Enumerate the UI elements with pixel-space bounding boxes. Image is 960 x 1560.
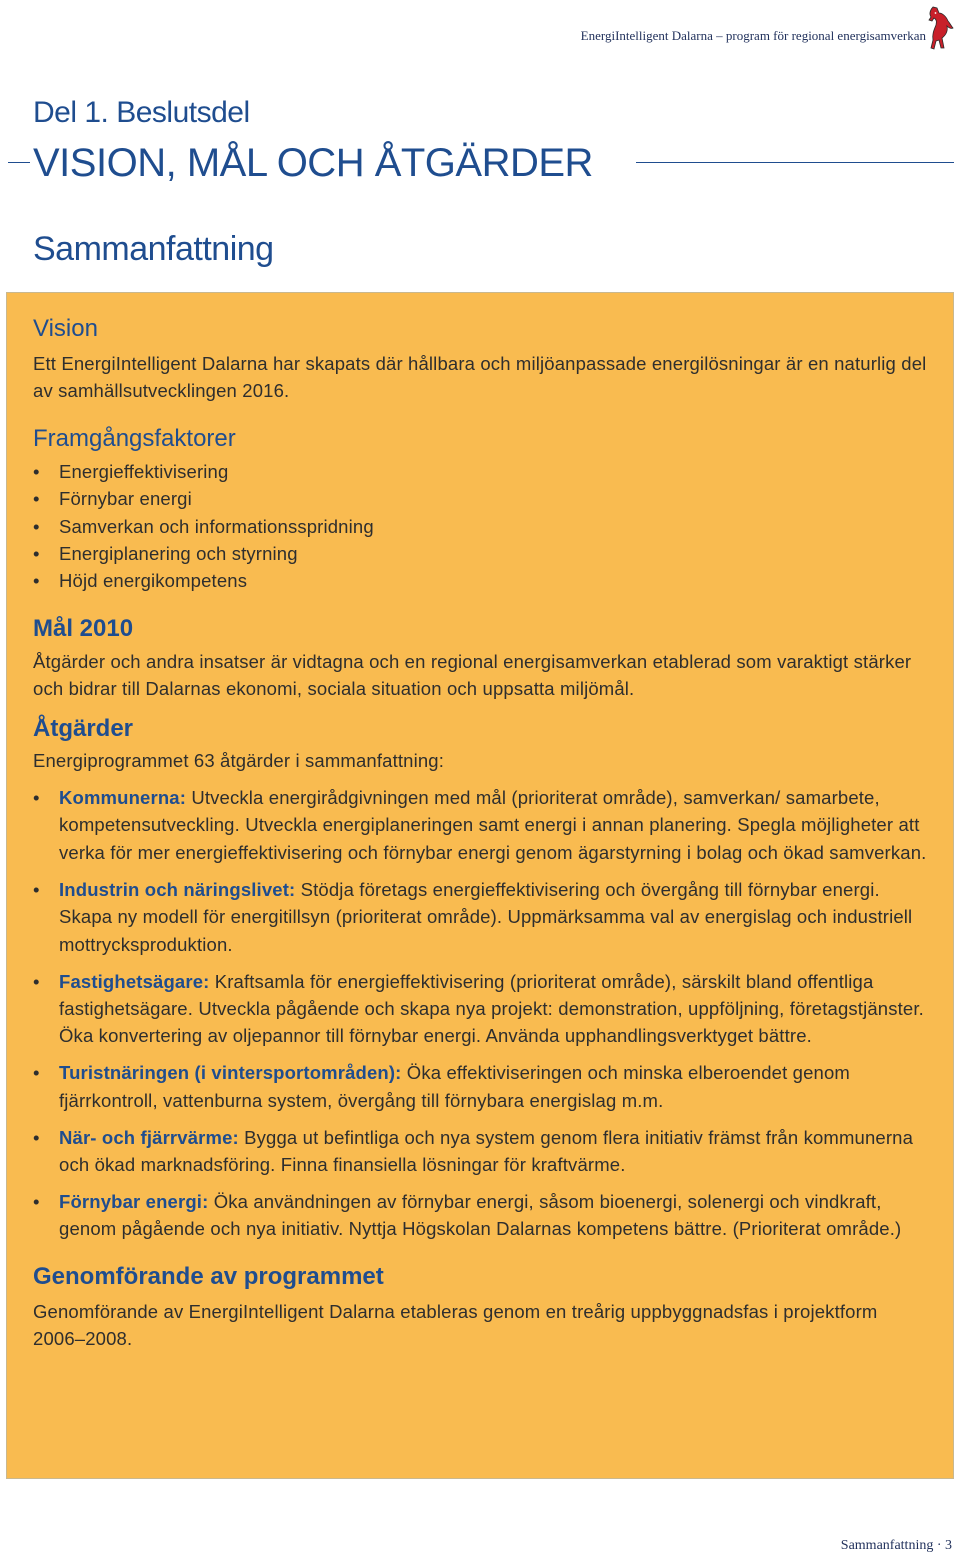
action-label: Kommunerna: bbox=[59, 787, 187, 809]
action-text: Öka effektiviseringen och minska elberoendet genom fjärrkontroll, vattenburna system, övergång till förnybara energislag m.m. bbox=[59, 1062, 850, 1111]
action-item-fjarrvarme bbox=[33, 1124, 927, 1179]
dalarna-horse-logo-icon bbox=[924, 4, 956, 52]
list-item: • Samverkan och informationsspridning bbox=[33, 513, 927, 540]
action-text: Stödja företags energieffektivisering och övergång till förnybar energi. Skapa ny modell för energitillsyn (prioriterat område). Uppmärksamma val av energislag och industriell mottrycksproduktion. bbox=[59, 878, 913, 955]
actions-list bbox=[33, 784, 927, 1243]
main-title: VISION, MÅL OCH ÅTGÄRDER bbox=[33, 141, 593, 185]
list-item: • Förnybar energi bbox=[33, 485, 927, 512]
action-label: Industrin och näringslivet: bbox=[59, 878, 296, 900]
action-label: Turistnäringen (i vintersportområden): bbox=[59, 1062, 402, 1084]
implementation-heading: Genomförande av programmet bbox=[33, 1262, 384, 1290]
success-factors-heading: Framgångsfaktorer bbox=[33, 424, 236, 452]
vision-text: Ett EnergiIntelligent Dalarna har skapats där hållbara och miljöanpassade energilösningar är en naturlig del av samhällsutvecklingen 2016. bbox=[33, 353, 927, 402]
list-item: • Höjd energikompetens bbox=[33, 567, 927, 594]
page-footer: Sammanfattning · 3 bbox=[840, 1538, 952, 1553]
action-item-fastighetsagare bbox=[33, 968, 927, 1050]
list-item: • Energieffektivisering bbox=[33, 458, 927, 485]
actions-intro: Energiprogrammet 63 åtgärder i sammanfattning: bbox=[33, 749, 445, 771]
list-item: • Energiplanering och styrning bbox=[33, 540, 927, 567]
action-label: Förnybar energi: bbox=[59, 1190, 209, 1212]
action-text: Bygga ut befintliga och nya system genom flera initiativ främst från kommunerna och ökad marknadsföring. Finna finansiella lösningar för kraftvärme. bbox=[59, 1126, 914, 1175]
action-item-kommunerna bbox=[33, 784, 927, 866]
running-header: EnergiIntelligent Dalarna – program för regional energisamverkan bbox=[580, 28, 926, 43]
action-text: Kraftsamla för energieffektivisering (prioriterat område), särskilt bland offentliga fastighetsägare. Utveckla pågående och skapa nya projekt: demonstration, uppföljning, företagstjänster. Öka konvertering av oljepannor till förnybar energi. Använda upphandlingsverktyget bättre. bbox=[59, 970, 924, 1047]
action-item-turistnaringen bbox=[33, 1059, 927, 1114]
implementation-text: Genomförande av EnergiIntelligent Dalarna etableras genom en treårig uppbyggnadsfas i projektform 2006–2008. bbox=[33, 1300, 878, 1350]
action-item-fornybar-energi bbox=[33, 1188, 927, 1243]
summary-box bbox=[6, 292, 954, 1479]
section-kicker: Del 1. Beslutsdel bbox=[33, 96, 250, 129]
goal-heading: Mål 2010 bbox=[33, 614, 134, 642]
action-label: Fastighetsägare: bbox=[59, 970, 210, 992]
action-item-industrin bbox=[33, 876, 927, 958]
summary-heading: Sammanfattning bbox=[33, 230, 274, 268]
action-label: När- och fjärrvärme: bbox=[59, 1126, 239, 1148]
main-title-row bbox=[0, 140, 960, 188]
title-rule-left bbox=[8, 162, 30, 163]
actions-heading: Åtgärder bbox=[33, 714, 134, 742]
title-rule-right bbox=[636, 162, 954, 163]
action-text: Öka användningen av förnybar energi, såsom bioenergi, solenergi och vindkraft, genom pågående och nya initiativ. Nyttja Högskolan Dalarnas kompetens bättre. (Prioriterat område.) bbox=[59, 1190, 902, 1240]
goal-text: Åtgärder och andra insatser är vidtagna och en regional energisamverkan etablerad som varaktigt stärker och bidrar till Dalarnas ekonomi, sociala situation och uppsatta miljömål. bbox=[33, 650, 912, 700]
success-factors-list bbox=[33, 458, 927, 595]
vision-heading: Vision bbox=[33, 315, 98, 342]
action-text: Utveckla energirådgivningen med mål (prioriterat område), samverkan/ samarbete, kompetensutveckling. Utveckla energiplaneringen samt energi i annan planering. Spegla möjligheter att verka för mer energieffektivisering och förnybar energi genom ägarstyrning i bolag och ökad samverkan. bbox=[59, 787, 927, 863]
